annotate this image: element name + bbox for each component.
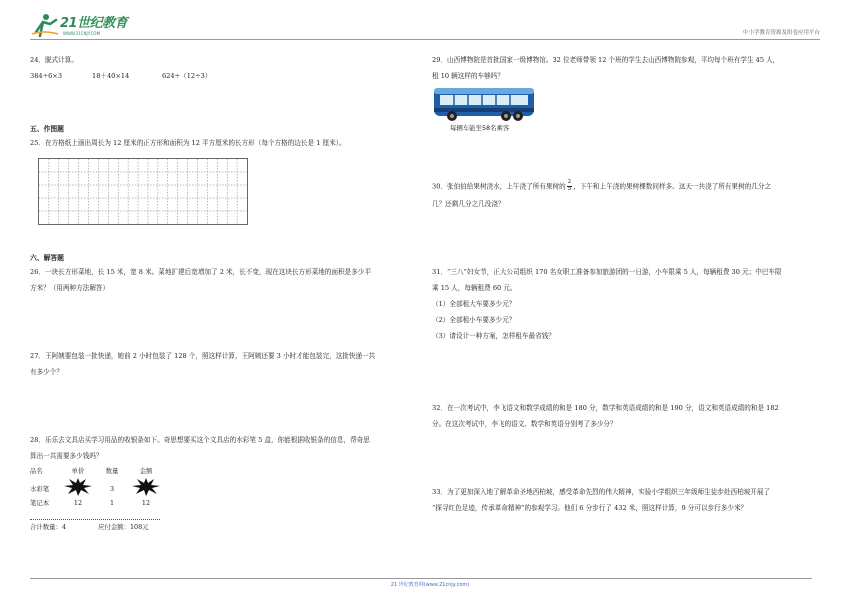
logo-runner-icon (30, 12, 60, 38)
q25-text: 25．在方格纸上画出周长为 12 厘米的正方形和面积为 12 平方厘米的长方形（每个方格的边长是 1 厘米）。 (30, 139, 346, 147)
bus-caption: 每辆车能坐58名乘客 (450, 124, 510, 132)
page-header (30, 12, 820, 40)
q30-line2: 几？还剩几分之几没浇？ (432, 200, 505, 208)
q24-expr-2: 18＋40×14 (92, 72, 130, 80)
q32-line1: 32．在一次考试中，李飞语文和数学成绩的和是 180 分，数学和英语成绩的和是 190 分，语文和英语成绩的和是 182 (432, 404, 779, 412)
receipt-row1-qty: 3 (109, 485, 115, 493)
receipt-divider (30, 519, 160, 520)
q24-expr-1: 384÷6×3 (30, 72, 63, 80)
receipt-row2-amount: 12 (141, 499, 151, 507)
fraction (567, 180, 573, 193)
q31-line2: 乘 15 人，每辆租费 60 元。 (432, 284, 517, 292)
q33-line2: “探寻红色足迹，传承革命精神”的参观学习。他们 6 分步行了 432 米，照这样计算，9 分可以步行多少米？ (432, 504, 748, 512)
section-5-title: 五、作图题 (30, 125, 64, 133)
receipt (30, 467, 165, 537)
receipt-header-qty: 数量 (105, 467, 119, 475)
ink-blot-icon (132, 478, 160, 496)
logo (30, 12, 150, 38)
q27-line2: 有多少个？ (30, 368, 63, 376)
receipt-row2-qty: 1 (109, 499, 115, 507)
grid-paper[interactable] (38, 158, 248, 225)
receipt-header-price: 单价 (71, 467, 85, 475)
fraction-denominator: 5 (567, 185, 572, 192)
q26-line1: 26．一块长方形菜地，长 15 米，宽 8 米。菜地扩建后宽增加了 2 米，长不变，现在这块长方形菜地的面积是多少平 (30, 268, 372, 276)
footer-text: 21 世纪教育网(www.21cnjy.com) (390, 582, 470, 588)
logo-url: WWW.21CNJY.COM (63, 31, 101, 36)
q31-sub2: （2）全部租小车要多少元？ (432, 316, 516, 324)
q33-line1: 33．为了更加深入地了解革命圣地西柏坡，感受革命先烈的伟大精神，实验小学组织三年级师生徒步赴西柏坡开展了 (432, 488, 771, 496)
footer-divider (30, 578, 812, 579)
receipt-row2-price: 12 (73, 499, 83, 507)
q31-sub1: （1）全部租大车要多少元？ (432, 300, 516, 308)
receipt-header-amount: 金额 (139, 467, 153, 475)
q30-line1 (432, 180, 771, 193)
q24-expr-3: 624÷（12÷3） (162, 72, 212, 80)
receipt-header-name: 品名 (30, 467, 43, 475)
receipt-row1-name: 水彩笔 (30, 485, 50, 493)
section-6-title: 六、解答题 (30, 254, 64, 262)
q26-line2: 方米？（用两种方法解答） (30, 284, 110, 292)
receipt-row2-name: 笔记本 (30, 499, 50, 507)
q24-title: 24．脱式计算。 (30, 56, 78, 64)
q29-line1: 29．山西博物院是首批国家一级博物馆。32 位老师带领 12 个班的学生去山西博物院参观，平均每个班有学生 45 人， (432, 56, 780, 64)
q31-line1: 31．“三八”妇女节，正大公司组织 170 名女职工准备参加旅游团的一日游，小车限乘 5 人，每辆租费 30 元；中巴车限 (432, 268, 782, 276)
receipt-total-amount: 应付金额：108元 (98, 523, 149, 531)
q28-line1: 28．乐乐去文具店买学习用品的收银条如下。奇思想要买这个文具店的水彩笔 5 盒，你能根据收银条的信息，帮奇思 (30, 436, 370, 444)
q30-text-pre: 30．张伯伯给果树浇水，上午浇了所有果树的 (432, 182, 566, 191)
q31-sub3: （3）请设计一种方案，怎样租车最省钱？ (432, 332, 555, 340)
q28-line2: 算出一共需要多少钱吗？ (30, 452, 103, 460)
q30-text-post: ，下午和上午浇的果树棵数同样多。这天一共浇了所有果树的几分之 (573, 182, 772, 191)
platform-name: 中小学教育资源及组卷应用平台 (742, 30, 820, 36)
fraction-numerator: 2 (567, 179, 572, 185)
q32-line2: 分。在这次考试中，李飞的语文、数学和英语分别考了多少分？ (432, 420, 617, 428)
q27-line1: 27．王阿姨要包装一批快递，她前 2 小时包装了 128 个，照这样计算，王阿姨还要 3 小时才能包装完，这批快递一共 (30, 352, 376, 360)
bus-icon (432, 84, 538, 124)
receipt-total-count: 合计数量：4 (30, 523, 67, 531)
logo-text: 21世纪教育 (60, 16, 128, 31)
q29-line2: 租 10 辆这样的车够吗？ (432, 72, 504, 80)
ink-blot-icon (64, 478, 92, 496)
